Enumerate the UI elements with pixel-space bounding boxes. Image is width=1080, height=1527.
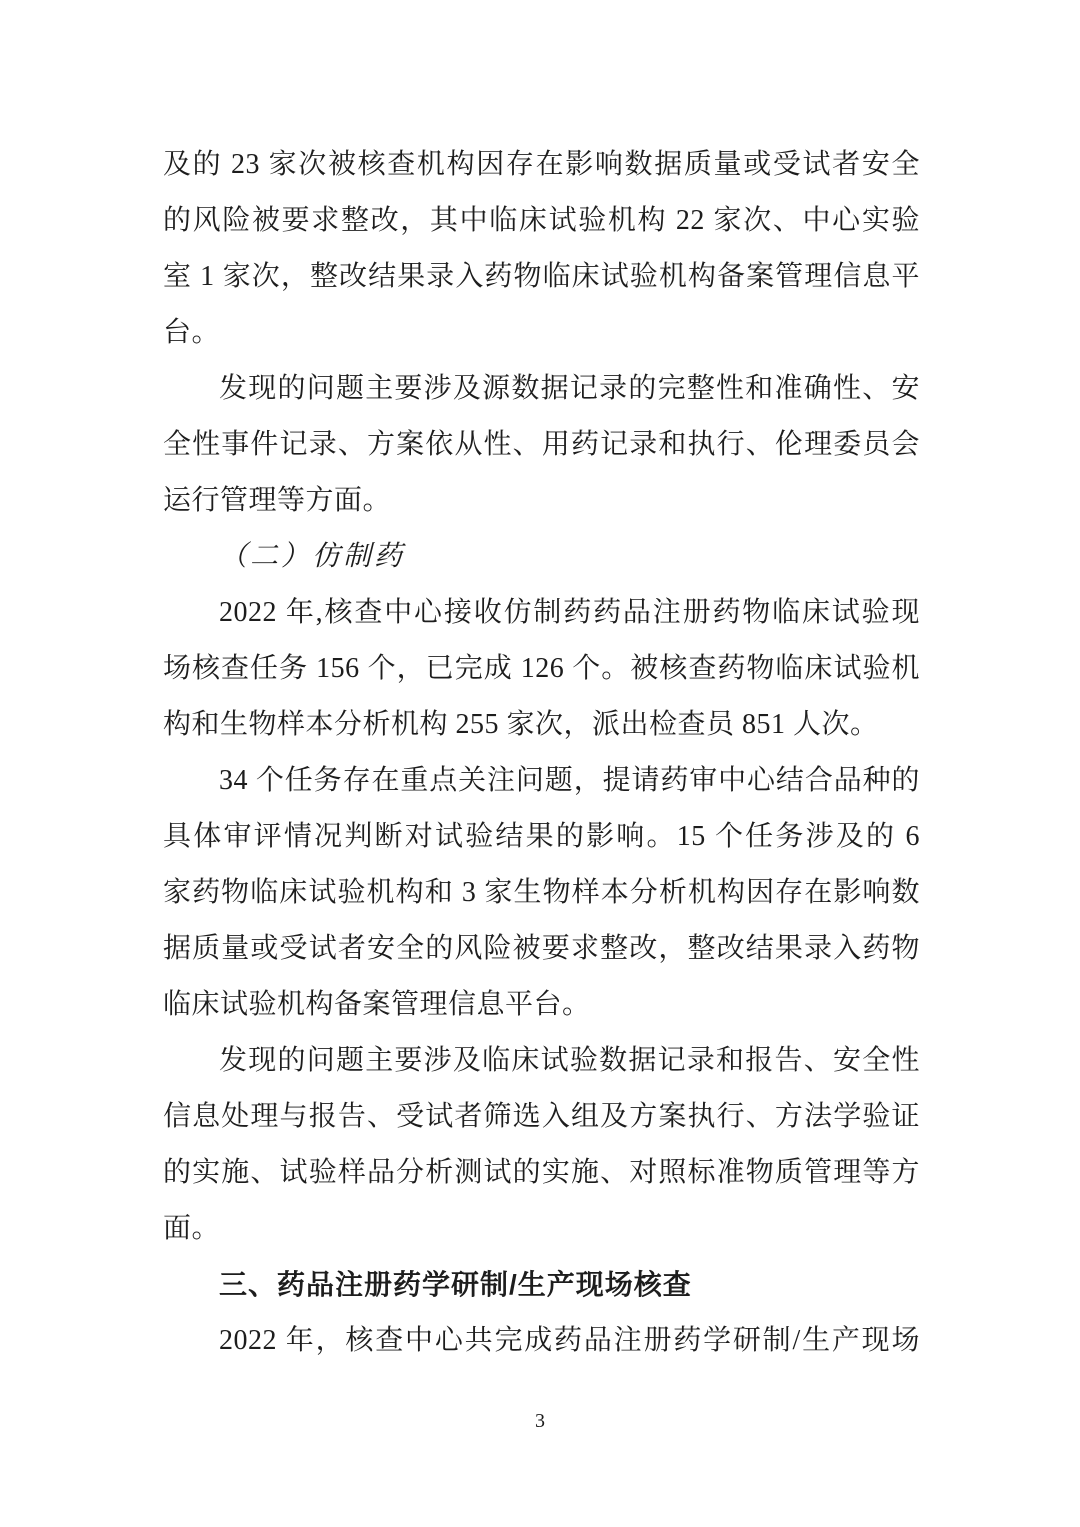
page-footer xyxy=(0,1406,1080,1436)
body-text-line: 据质量或受试者安全的风险被要求整改，整改结果录入药物 xyxy=(163,933,920,964)
document-body xyxy=(163,137,920,1369)
body-text-line: 全性事件记录、方案依从性、用药记录和执行、伦理委员会 xyxy=(163,429,920,460)
paragraph xyxy=(163,137,920,361)
paragraph xyxy=(163,361,920,529)
body-text-line: 构和生物样本分析机构 255 家次，派出检查员 851 人次。 xyxy=(163,709,879,740)
body-text-line: 的风险被要求整改，其中临床试验机构 22 家次、中心实验 xyxy=(163,205,920,236)
paragraph xyxy=(163,753,920,1033)
body-text-line: 信息处理与报告、受试者筛选入组及方案执行、方法学验证 xyxy=(163,1101,920,1132)
section-heading xyxy=(163,1257,920,1313)
section-heading-text: 三、药品注册药学研制/生产现场核查 xyxy=(219,1269,692,1300)
body-text-line: 临床试验机构备案管理信息平台。 xyxy=(163,989,591,1020)
subsection-heading xyxy=(163,529,920,585)
body-text-line: 面。 xyxy=(163,1213,221,1244)
body-text-line: 运行管理等方面。 xyxy=(163,485,392,516)
body-text-line: 台。 xyxy=(163,317,221,348)
page-number: 3 xyxy=(535,1410,545,1432)
body-text-line: 34 个任务存在重点关注问题，提请药审中心结合品种的 xyxy=(219,765,920,796)
body-text-line: 场核查任务 156 个，已完成 126 个。被核查药物临床试验机 xyxy=(163,653,920,684)
body-text-line: 的实施、试验样品分析测试的实施、对照标准物质管理等方 xyxy=(163,1157,920,1188)
body-text-line: 发现的问题主要涉及源数据记录的完整性和准确性、安 xyxy=(219,373,920,404)
body-text-line: 及的 23 家次被核查机构因存在影响数据质量或受试者安全 xyxy=(163,149,920,180)
paragraph xyxy=(163,1313,920,1369)
body-text-line: 家药物临床试验机构和 3 家生物样本分析机构因存在影响数 xyxy=(163,877,920,908)
body-text-line: 发现的问题主要涉及临床试验数据记录和报告、安全性 xyxy=(219,1045,920,1076)
paragraph xyxy=(163,1033,920,1257)
body-text-line: 2022 年,核查中心接收仿制药药品注册药物临床试验现 xyxy=(219,597,920,628)
body-text-line: 具体审评情况判断对试验结果的影响。15 个任务涉及的 6 xyxy=(163,821,920,852)
body-text-line: 室 1 家次，整改结果录入药物临床试验机构备案管理信息平 xyxy=(163,261,920,292)
paragraph xyxy=(163,585,920,753)
body-text-line: 2022 年，核查中心共完成药品注册药学研制/生产现场 xyxy=(219,1325,920,1356)
subsection-heading-text: （二）仿制药 xyxy=(219,541,406,572)
